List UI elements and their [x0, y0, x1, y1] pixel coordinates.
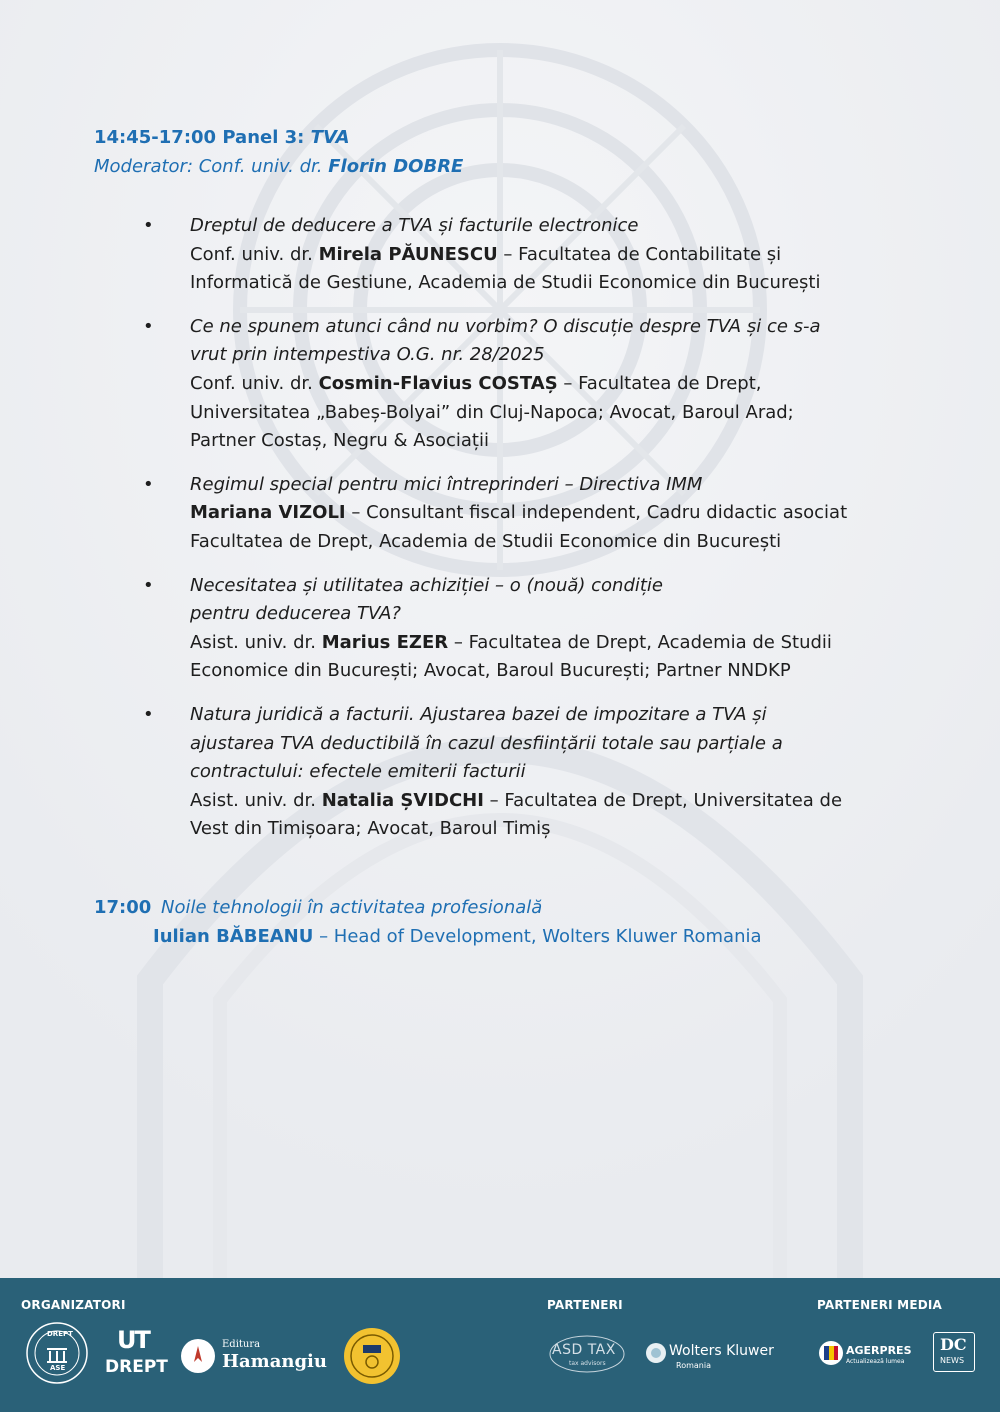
talk-item	[140, 701, 900, 844]
hamangiu-mark-icon	[180, 1338, 216, 1374]
talk-speaker	[190, 370, 900, 456]
wolters-kluwer-logo	[645, 1340, 785, 1376]
bullet-icon: •	[143, 703, 154, 725]
talk-title-line: Natura juridică a facturii. Ajustarea bazei de impozitare a TVA și	[190, 703, 767, 725]
dc-word: DC	[940, 1335, 967, 1354]
footer-banner	[0, 1278, 1000, 1412]
closing-speaker-line	[153, 926, 762, 947]
speaker-affiliation-line: – Facultatea de Drept,	[557, 372, 762, 394]
panel-time: 14:45-17:00	[94, 127, 217, 148]
talk-title-line: pentru deducerea TVA?	[190, 603, 401, 625]
closing-speaker-role: – Head of Development, Wolters Kluwer Romania	[313, 926, 762, 947]
moderator-prefix: Moderator: Conf. univ. dr.	[94, 156, 323, 177]
speaker-name: Mirela PĂUNESCU	[318, 243, 498, 265]
speaker-title: Asist. univ. dr.	[190, 789, 322, 811]
talk-speaker	[190, 241, 900, 298]
talk-item	[140, 313, 900, 456]
asd-tax-sub: tax advisors	[569, 1360, 606, 1367]
speaker-affiliation-line: Facultatea de Drept, Academia de Studii Economice din București	[190, 530, 782, 552]
bullet-icon: •	[143, 574, 154, 596]
agerpres-word: AGERPRES	[846, 1344, 912, 1357]
speaker-title: Asist. univ. dr.	[190, 631, 322, 653]
editura-word: Editura	[222, 1339, 261, 1350]
organizers-label: ORGANIZATORI	[21, 1298, 126, 1312]
wolters-kluwer-mark-icon	[645, 1342, 667, 1364]
agerpres-logo	[818, 1336, 918, 1376]
dc-news-sub: NEWS	[940, 1356, 965, 1365]
asd-tax-logo	[549, 1334, 629, 1378]
wolters-kluwer-sub: Romania	[676, 1361, 711, 1370]
speaker-affiliation-line: – Consultant fiscal independent, Cadru didactic asociat	[345, 502, 848, 524]
bullet-icon: •	[143, 215, 154, 236]
panel-label: Panel 3:	[222, 127, 305, 148]
talk-item	[140, 471, 900, 557]
speaker-affiliation-line: Partner Costaș, Negru & Asociații	[190, 430, 489, 452]
hamangiu-word: Hamangiu	[222, 1351, 327, 1372]
wolters-kluwer-word: Wolters Kluwer	[669, 1343, 774, 1359]
ase-seal-top-text: DREPT	[47, 1330, 73, 1338]
closing-session	[94, 897, 542, 918]
asd-tax-word: ASD TAX	[552, 1342, 616, 1358]
speaker-title: Conf. univ. dr.	[190, 372, 319, 394]
partners-label: PARTENERI	[547, 1298, 623, 1312]
talk-list	[140, 212, 900, 859]
media-partners-label: PARTENERI MEDIA	[817, 1298, 943, 1312]
speaker-name: Mariana VIZOLI	[190, 502, 346, 524]
talk-speaker	[190, 787, 900, 844]
ut-drept-word: DREPT	[105, 1357, 168, 1377]
dc-news-logo	[933, 1332, 975, 1372]
closing-time: 17:00	[94, 897, 152, 918]
speaker-affiliation-line: Informatică de Gestiune, Academia de Studii Economice din București	[190, 272, 821, 294]
panel-heading	[94, 127, 350, 148]
talk-title-line: contractului: efectele emiterii facturii	[190, 761, 526, 783]
moderator-line	[94, 156, 463, 177]
talk-item	[140, 212, 900, 298]
speaker-name: Marius EZER	[321, 631, 449, 653]
speaker-affiliation-line: Universitatea „Babeș-Bolyai” din Cluj-Napoca; Avocat, Baroul Arad;	[190, 401, 794, 423]
talk-title-line: Dreptul de deducere a TVA și facturile electronice	[190, 215, 639, 236]
speaker-affiliation-line: Vest din Timișoara; Avocat, Baroul Timiș	[190, 818, 551, 840]
closing-speaker-name: Iulian BĂBEANU	[153, 926, 314, 947]
closing-title: Noile tehnologii în activitatea profesională	[161, 897, 543, 918]
ut-mark: UT	[117, 1326, 149, 1354]
agerpres-mark-icon	[818, 1340, 844, 1366]
speaker-name: Natalia ȘVIDCHI	[321, 789, 484, 811]
speaker-affiliation-line: – Facultatea de Contabilitate și	[497, 243, 782, 265]
speaker-name: Cosmin-Flavius COSTAȘ	[318, 372, 558, 394]
talk-speaker	[190, 629, 900, 686]
hamangiu-logo	[180, 1336, 340, 1376]
talk-title-line: vrut prin intempestiva O.G. nr. 28/2025	[190, 344, 545, 366]
speaker-affiliation-line: – Facultatea de Drept, Universitatea de	[483, 789, 843, 811]
ut-drept-logo	[104, 1326, 168, 1382]
speaker-title: Conf. univ. dr.	[190, 243, 319, 265]
talk-item	[140, 572, 900, 686]
speaker-affiliation-line: Economice din București; Avocat, Baroul București; Partner NNDKP	[190, 660, 791, 682]
talk-title-line: Necesitatea și utilitatea achiziției – o (nouă) condiție	[190, 574, 664, 596]
agerpres-sub: Actualizează lumea	[846, 1358, 905, 1365]
bullet-icon: •	[143, 473, 154, 495]
association-seal-logo	[343, 1327, 401, 1385]
talk-title-line: Ce ne spunem atunci când nu vorbim? O discuție despre TVA și ce s-a	[190, 315, 821, 337]
speaker-affiliation-line: – Facultatea de Drept, Academia de Studii	[448, 631, 832, 653]
panel-topic: TVA	[310, 127, 350, 148]
ase-seal-bottom-text: ASE	[50, 1364, 66, 1372]
ase-drept-logo	[25, 1321, 89, 1385]
talk-title-line: Regimul special pentru mici întreprinderi – Directiva IMM	[190, 473, 703, 495]
talk-title-line: ajustarea TVA deductibilă în cazul desființării totale sau parțiale a	[190, 732, 783, 754]
bullet-icon: •	[143, 315, 154, 337]
moderator-name: Florin DOBRE	[328, 156, 464, 177]
talk-speaker	[190, 499, 900, 556]
